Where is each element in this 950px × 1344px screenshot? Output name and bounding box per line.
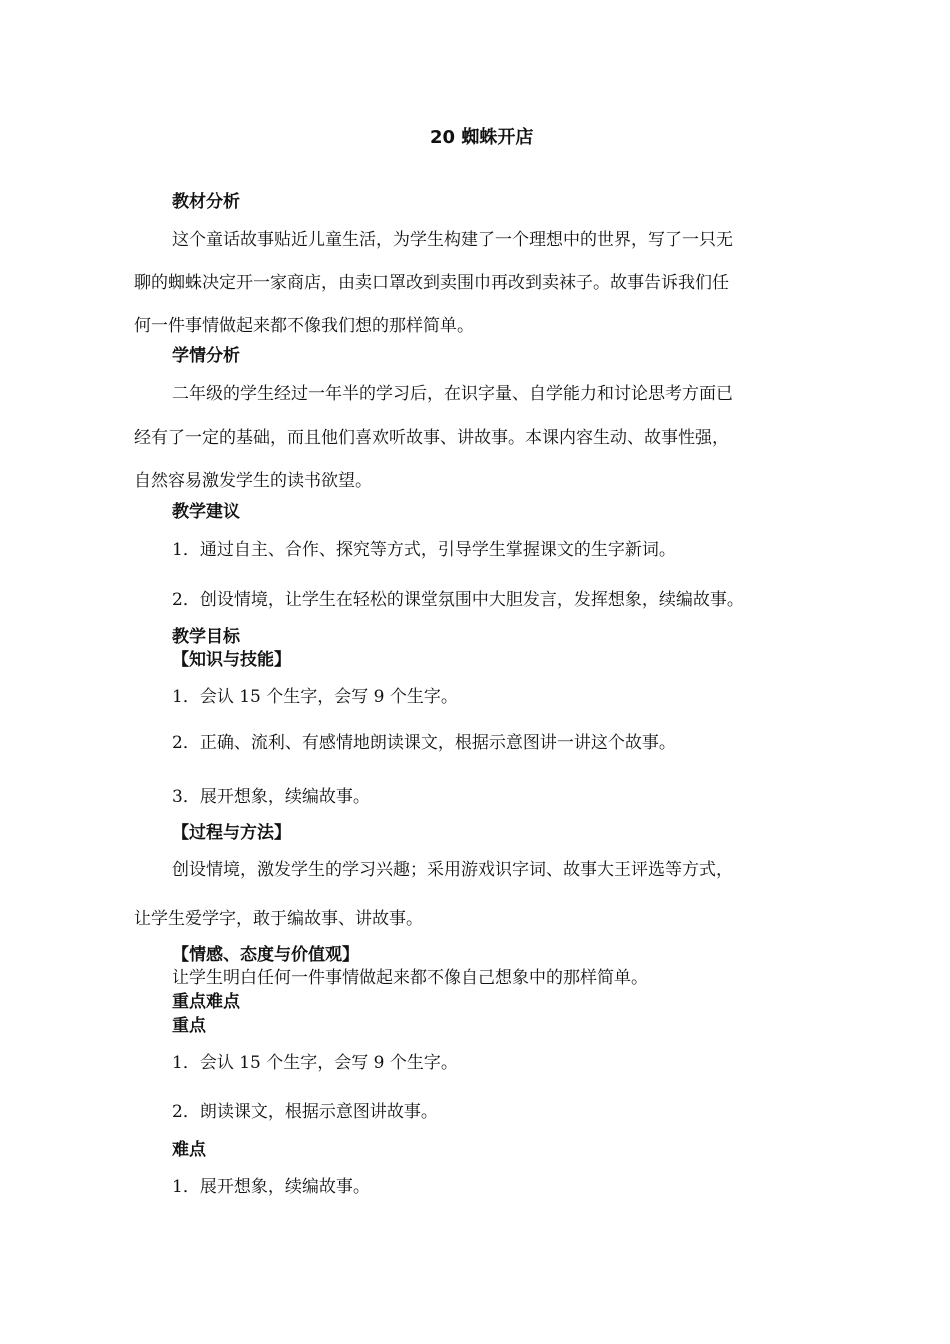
paragraph-line: 让学生爱学字，敢于编故事、讲故事。 — [134, 909, 423, 929]
paragraph-line: 这个童话故事贴近儿童生活，为学生构建了一个理想中的世界，写了一只无 — [172, 230, 733, 250]
section-heading-learners: 学情分析 — [172, 346, 240, 366]
page-title: 20 蜘蛛开店 — [430, 127, 534, 148]
list-item: 2．朗读课文，根据示意图讲故事。 — [172, 1102, 438, 1122]
section-heading-materials: 教材分析 — [172, 192, 240, 212]
list-item: 1．通过自主、合作、探究等方式，引导学生掌握课文的生字新词。 — [172, 540, 676, 560]
list-item: 3．展开想象，续编故事。 — [172, 787, 370, 807]
paragraph-line: 让学生明白任何一件事情做起来都不像自己想象中的那样简单。 — [172, 968, 648, 988]
paragraph-line: 聊的蜘蛛决定开一家商店，由卖口罩改到卖围巾再改到卖袜子。故事告诉我们任 — [134, 273, 729, 293]
list-item: 1．展开想象，续编故事。 — [172, 1177, 370, 1197]
section-heading-key-difficult: 重点难点 — [172, 992, 240, 1012]
section-heading-objectives: 教学目标 — [172, 627, 240, 647]
subheading-key: 重点 — [172, 1016, 206, 1036]
paragraph-line: 经有了一定的基础，而且他们喜欢听故事、讲故事。本课内容生动、故事性强， — [134, 428, 729, 448]
subheading-emotion: 【情感、态度与价值观】 — [172, 945, 359, 965]
list-item: 2．正确、流利、有感情地朗读课文，根据示意图讲一讲这个故事。 — [172, 733, 676, 753]
paragraph-line: 自然容易激发学生的读书欲望。 — [134, 471, 372, 491]
list-item: 1．会认 15 个生字，会写 9 个生字。 — [172, 1053, 458, 1073]
section-heading-suggestions: 教学建议 — [172, 502, 240, 522]
list-item: 2．创设情境，让学生在轻松的课堂氛围中大胆发言，发挥想象，续编故事。 — [172, 590, 744, 610]
subheading-process: 【过程与方法】 — [172, 823, 291, 843]
paragraph-line: 何一件事情做起来都不像我们想的那样简单。 — [134, 316, 474, 336]
paragraph-line: 创设情境，激发学生的学习兴趣；采用游戏识字词、故事大王评选等方式， — [172, 860, 733, 880]
subheading-difficult: 难点 — [172, 1140, 206, 1160]
list-item: 1．会认 15 个生字，会写 9 个生字。 — [172, 687, 458, 707]
subheading-knowledge: 【知识与技能】 — [172, 650, 291, 670]
paragraph-line: 二年级的学生经过一年半的学习后，在识字量、自学能力和讨论思考方面已 — [172, 384, 733, 404]
